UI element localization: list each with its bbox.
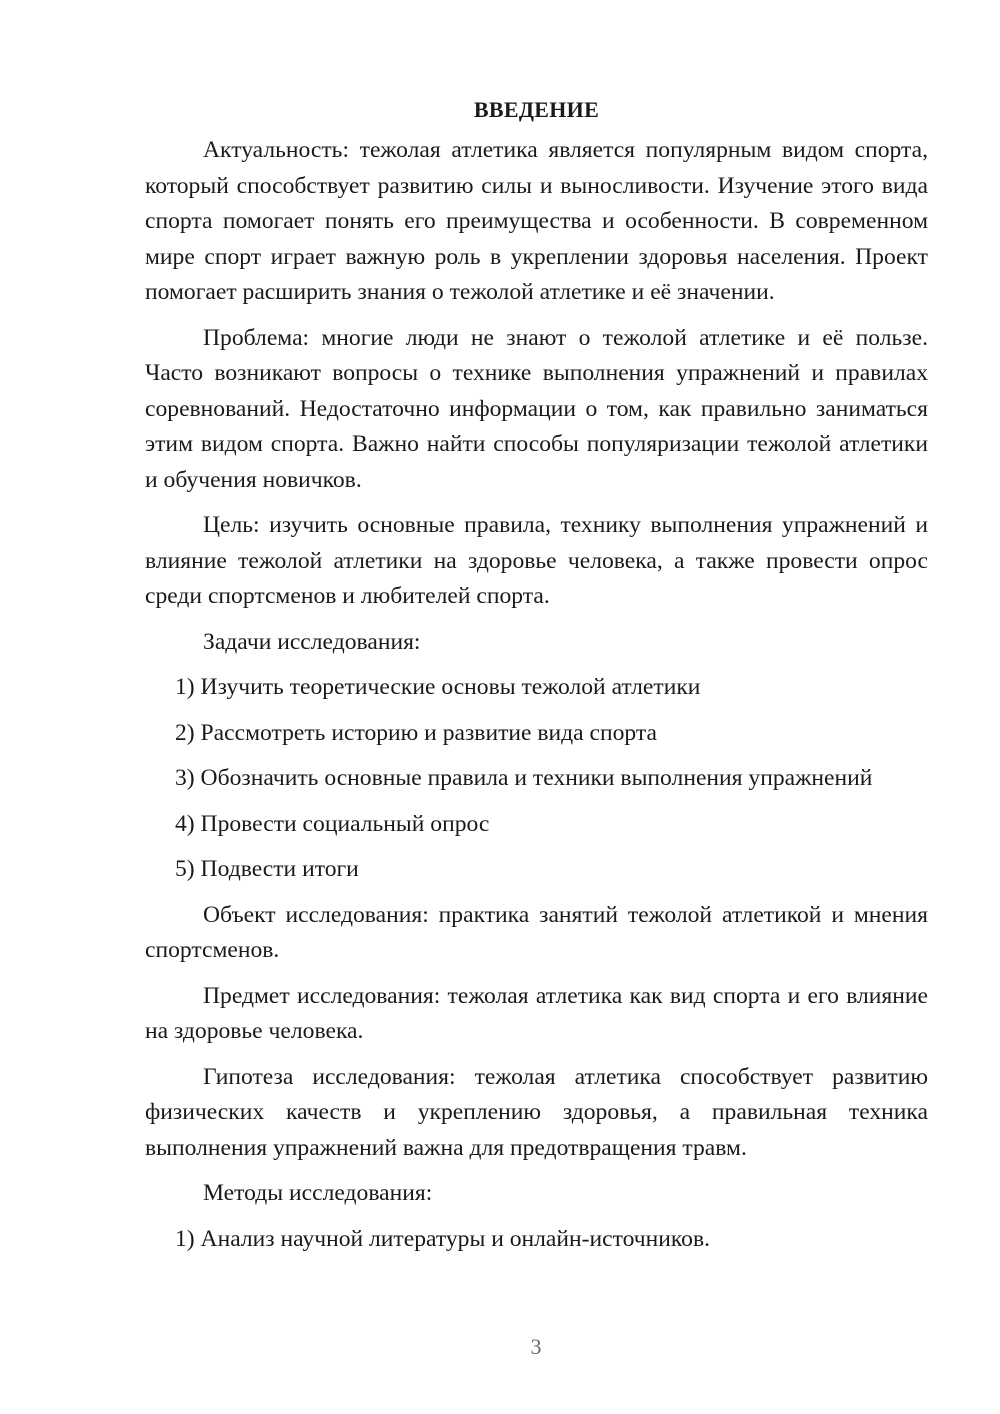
task-item: 5) Подвести итоги — [175, 856, 359, 882]
page-title: ВВЕДЕНИЕ — [473, 97, 600, 122]
page-content — [145, 93, 928, 1267]
task-item: 3) Обозначить основные правила и техники выполнения упражнений — [175, 765, 873, 791]
object-paragraph: Объект исследования: практика занятий тежолой атлетикой и мнения спортсменов. — [145, 901, 928, 963]
task-item: 4) Провести социальный опрос — [175, 810, 490, 837]
problem-paragraph: Проблема: многие люди не знают о тежолой атлетике и её пользе. Часто возникают вопросы о технике выполнения упражнений и правилах соревнований. Недостаточно информации о том, как правильно заниматься этим видом спорта. Важно найти способы популяризации тежолой атлетики и обучения новичков. — [145, 324, 928, 493]
method-item: 1) Анализ научной литературы и онлайн-источников. — [175, 1225, 711, 1252]
page-number: 3 — [530, 1334, 542, 1359]
methods-list — [145, 1222, 928, 1258]
subject-paragraph: Предмет исследования: тежолая атлетика как вид спорта и его влияние на здоровье человека. — [145, 982, 928, 1044]
relevance-paragraph: Актуальность: тежолая атлетика является популярным видом спорта, который способствует развитию силы и выносливости. Изучение этого вида спорта помогает понять его преимущества и особенности. В современном мире спорт играет важную роль в укреплении здоровья населения. Проект помогает расширить знания о тежолой атлетике и её значении. — [145, 137, 928, 305]
methods-label: Методы исследования: — [203, 1180, 433, 1206]
tasks-list — [145, 670, 928, 888]
hypothesis-paragraph: Гипотеза исследования: тежолая атлетика способствует развитию физических качеств и укреплению здоровья, а правильная техника выполнения упражнений важна для предотвращения травм. — [145, 1063, 928, 1161]
goal-paragraph: Цель: изучить основные правила, технику выполнения упражнений и влияние тежолой атлетики на здоровье человека, а также провести опрос среди спортсменов и любителей спорта. — [145, 512, 928, 609]
task-item: 2) Рассмотреть историю и развитие вида спорта — [175, 719, 657, 746]
tasks-label: Задачи исследования: — [203, 628, 421, 655]
task-item: 1) Изучить теоретические основы тежолой атлетики — [175, 674, 701, 700]
